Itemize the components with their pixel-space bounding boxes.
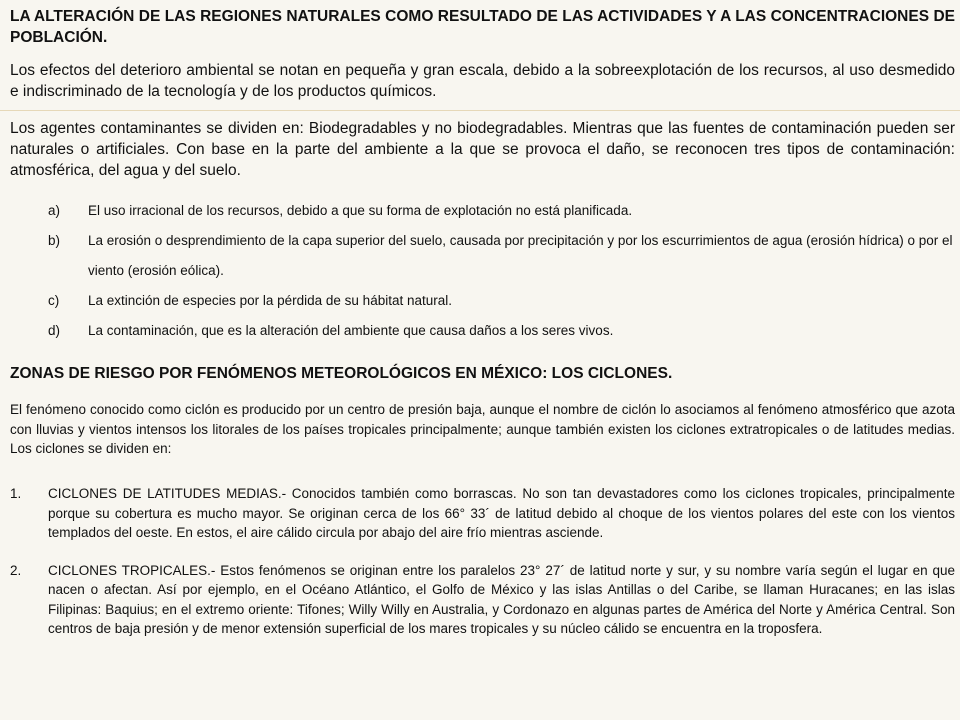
list-marker: d) — [48, 323, 61, 338]
intro-paragraph: Los efectos del deterioro ambiental se notan en pequeña y gran escala, debido a la sobreexplotación de los recursos, al uso desmedido e indiscriminado de la tecnología y de los productos químicos. — [10, 62, 955, 100]
list-item — [48, 286, 958, 316]
cyclone-paragraph: El fenómeno conocido como ciclón es producido por un centro de presión baja, aunque el nombre de ciclón lo asociamos al fenómeno atmosférico que azota con lluvias y vientos intensos los litorales de los países tropicales principalmente; aunque también existen los ciclones extratropicales o de latitudes medias. Los ciclones se dividen en: — [10, 402, 955, 456]
contaminants-paragraph: Los agentes contaminantes se dividen en: Biodegradables y no biodegradables. Mientras que las fuentes de contaminación pueden ser naturales o artificiales. Con base en la parte del ambiente a la que se provoca el daño, se reconocen tres tipos de contaminación: atmosférica, del agua y del suelo. — [10, 120, 955, 179]
list-item-text: La extinción de especies por la pérdida de su hábitat natural. — [88, 293, 452, 308]
list-marker: b) — [48, 233, 61, 248]
list-marker: 1. — [10, 486, 22, 501]
section-subtitle: ZONAS DE RIESGO POR FENÓMENOS METEOROLÓGICOS EN MÉXICO: LOS CICLONES. — [10, 365, 673, 382]
list-marker: c) — [48, 293, 60, 308]
list-item — [10, 484, 955, 543]
list-item-text: La erosión o desprendimiento de la capa superior del suelo, causada por precipitación y por los escurrimientos de agua (erosión hídrica) o por el viento (erosión eólica). — [88, 233, 953, 278]
cyclone-types-list — [10, 484, 955, 657]
list-item — [48, 226, 958, 286]
list-marker: 2. — [10, 562, 22, 578]
list-item — [48, 196, 958, 226]
list-item — [48, 316, 958, 346]
list-marker: a) — [48, 203, 61, 218]
list-item — [10, 561, 955, 639]
list-item-text: CICLONES DE LATITUDES MEDIAS.- Conocidos también como borrascas. No son tan devastadores como los ciclones tropicales, principalmente porque su cobertura es mucho mayor. Se originan cerca de los 66° 33´ de latitud debido al choque de los vientos polares del este con los vientos templados del oeste. En estos, el aire cálido circula por abajo del aire frío mientras asciende. — [48, 486, 955, 540]
list-item-text: El uso irracional de los recursos, debido a que su forma de explotación no está planificada. — [88, 203, 633, 218]
causes-list — [48, 196, 958, 346]
list-item-text: CICLONES TROPICALES.- Estos fenómenos se originan entre los paralelos 23° 27´ de latitud norte y sur, y su nombre varía según el lugar en que nacen o afectan. Así por ejemplo, en el Océano Atlántico, el Golfo de México y las islas Antillas o del Caribe, se llaman Huracanes; en las islas Filipinas: Baquius; en el extremo oriente: Tifones; Willy Willy en Australia, y Cordonazo en algunas partes de América del Norte y América Central. Son centros de baja presión y de menor extensión superficial de los mares tropicales y su núcleo cálido se encuentra en la troposfera. — [48, 562, 955, 636]
list-item-text: La contaminación, que es la alteración del ambiente que causa daños a los seres vivos. — [88, 323, 614, 338]
page-title: LA ALTERACIÓN DE LAS REGIONES NATURALES COMO RESULTADO DE LAS ACTIVIDADES Y A LAS CONCENTRACIONES DE POBLACIÓN. — [10, 8, 955, 46]
divider — [0, 110, 960, 111]
